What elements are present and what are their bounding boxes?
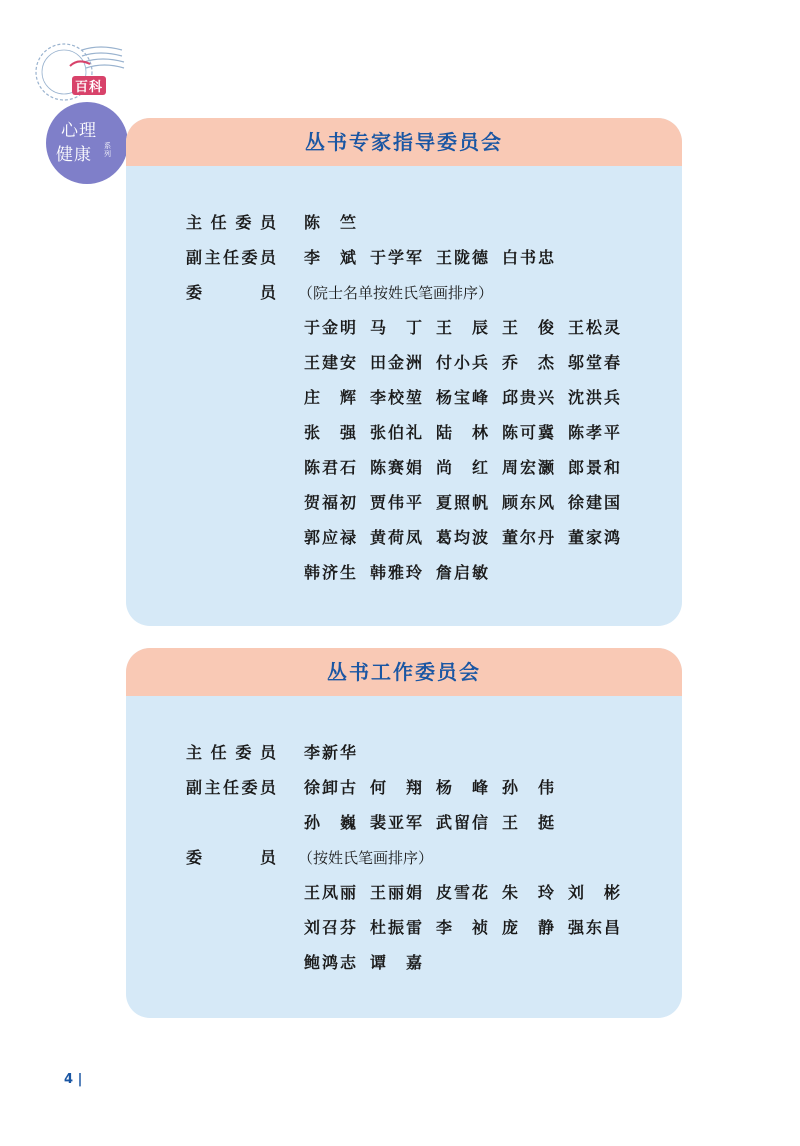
member-name: 董尔丹	[502, 528, 554, 547]
member-name: 皮雪花	[436, 883, 488, 902]
vice-director-names	[304, 241, 568, 275]
member-name: 董家鸿	[568, 528, 620, 547]
expert-committee-panel	[126, 118, 682, 626]
member-name: 鲍鸿志	[304, 953, 356, 972]
member-name: 刘 彬	[568, 883, 620, 902]
member-name: 裴亚军	[370, 813, 422, 832]
member-name: 王陇德	[436, 248, 488, 267]
members-label: 委 员	[186, 848, 276, 867]
member-name: 田金洲	[370, 353, 422, 372]
member-name: 黄荷凤	[370, 528, 422, 547]
member-name: 王 辰	[436, 318, 488, 337]
member-name: 陈 竺	[304, 213, 356, 232]
page-number: 4 |	[64, 1072, 83, 1087]
member-name: 马 丁	[370, 318, 422, 337]
member-name: 葛均波	[436, 528, 488, 547]
member-name: 陈君石	[304, 458, 356, 477]
postmark-stamp-icon	[30, 36, 126, 106]
member-name: 李 祯	[436, 918, 488, 937]
member-name: 谭 嘉	[370, 953, 422, 972]
vice-director-label: 副主任委员	[186, 778, 276, 797]
logo-line1: 心理	[61, 121, 97, 141]
member-name: 沈洪兵	[568, 388, 620, 407]
work-committee-panel	[126, 648, 682, 1018]
member-name: 邬堂春	[568, 353, 620, 372]
member-name: 陈赛娟	[370, 458, 422, 477]
director-label: 主任委员	[186, 743, 276, 762]
member-name: 郎景和	[568, 458, 620, 477]
series-logo	[28, 36, 138, 165]
member-name: 于学军	[370, 248, 422, 267]
work-committee-title: 丛书工作委员会	[126, 648, 682, 696]
member-name: 贺福初	[304, 493, 356, 512]
member-name: 李 斌	[304, 248, 356, 267]
member-name: 陆 林	[436, 423, 488, 442]
member-name: 詹启敏	[436, 563, 488, 582]
member-name: 王 挺	[502, 813, 554, 832]
member-name: 王丽娟	[370, 883, 422, 902]
member-name: 付小兵	[436, 353, 488, 372]
member-name: 李校堃	[370, 388, 422, 407]
member-name: 武留信	[436, 813, 488, 832]
member-name: 乔 杰	[502, 353, 554, 372]
member-name: 白书忠	[502, 248, 554, 267]
member-name: 周宏灏	[502, 458, 554, 477]
member-name: 贾伟平	[370, 493, 422, 512]
member-name: 韩济生	[304, 563, 356, 582]
member-name: 王 俊	[502, 318, 554, 337]
member-name: 韩雅玲	[370, 563, 422, 582]
director-label: 主任委员	[186, 213, 276, 232]
member-name: 夏照帆	[436, 493, 488, 512]
member-name: 张 强	[304, 423, 356, 442]
member-name: 何 翔	[370, 778, 422, 797]
member-name: 庄 辉	[304, 388, 356, 407]
member-name: 徐建国	[568, 493, 620, 512]
logo-brand: 百科	[72, 76, 106, 95]
logo-badge	[46, 102, 128, 184]
member-name: 于金明	[304, 318, 356, 337]
director-names	[304, 206, 370, 240]
member-name: 强东昌	[568, 918, 620, 937]
logo-series: 系列	[104, 142, 111, 158]
member-name: 杜振雷	[370, 918, 422, 937]
member-name: 李新华	[304, 743, 356, 762]
vice-director-label: 副主任委员	[186, 248, 276, 267]
members-label: 委 员	[186, 283, 276, 302]
member-name: 张伯礼	[370, 423, 422, 442]
member-name: 王松灵	[568, 318, 620, 337]
member-name: 王凤丽	[304, 883, 356, 902]
member-name: 刘召芬	[304, 918, 356, 937]
member-name: 顾东风	[502, 493, 554, 512]
member-name: 庞 静	[502, 918, 554, 937]
members-note: （按姓氏笔画排序）	[298, 849, 434, 867]
member-name: 尚 红	[436, 458, 488, 477]
logo-line2: 健康	[56, 145, 92, 165]
member-name: 陈孝平	[568, 423, 620, 442]
member-name: 徐卸古	[304, 778, 356, 797]
member-name: 郭应禄	[304, 528, 356, 547]
member-name: 陈可冀	[502, 423, 554, 442]
members-note: （院士名单按姓氏笔画排序）	[298, 284, 494, 302]
member-name: 王建安	[304, 353, 356, 372]
member-name: 孙 巍	[304, 813, 356, 832]
member-name: 朱 玲	[502, 883, 554, 902]
member-name: 孙 伟	[502, 778, 554, 797]
member-name: 杨宝峰	[436, 388, 488, 407]
expert-committee-title: 丛书专家指导委员会	[126, 118, 682, 166]
member-name: 邱贵兴	[502, 388, 554, 407]
member-name: 杨 峰	[436, 778, 488, 797]
